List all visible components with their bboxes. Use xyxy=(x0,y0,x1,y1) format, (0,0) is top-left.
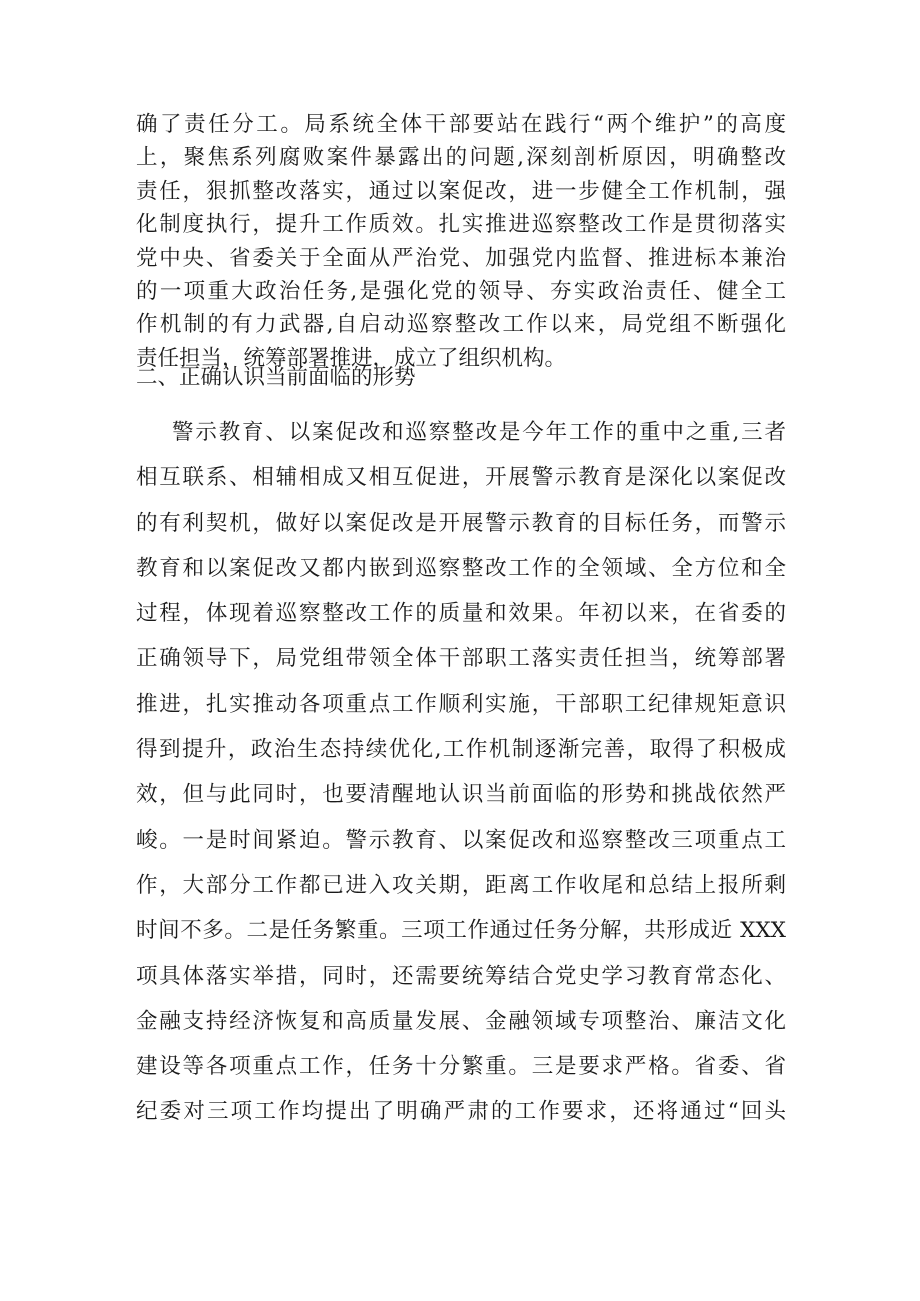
text-line: 责任担当，统筹部署推进，成立了组织机构。 xyxy=(136,345,567,371)
text-line: 相互联系、相辅相成又相互促进，开展警示教育是深化以案促改 xyxy=(136,465,786,491)
text-line: 纪委对三项工作均提出了明确严肃的工作要求，还将通过“回头 xyxy=(136,1099,786,1125)
text-line: 警示教育、以案促改和巡察整改是今年工作的重中之重,三者 xyxy=(172,420,786,445)
text-line: 的一项重大政治任务,是强化党的领导、夯实政治责任、健全工 xyxy=(136,278,786,304)
text-line: 推进，扎实推动各项重点工作顺利实施，干部职工纪律规矩意识 xyxy=(136,691,786,717)
text-line: 作机制的有力武器,自启动巡察整改工作以来，局党组不断强化 xyxy=(136,312,786,338)
text-line: 时间不多。二是任务繁重。三项工作通过任务分解，共形成近 XXX xyxy=(136,918,786,944)
text-line: 得到提升，政治生态持续优化,工作机制逐渐完善，取得了积极成 xyxy=(136,737,786,763)
text-line: 责任，狠抓整改落实，通过以案促改，进一步健全工作机制，强 xyxy=(136,178,786,204)
text-line: 化制度执行，提升工作质效。扎实推进巡察整改工作是贯彻落实 xyxy=(136,212,786,238)
text-line: 金融支持经济恢复和高质量发展、金融领域专项整治、廉洁文化 xyxy=(136,1008,786,1034)
text-line: 党中央、省委关于全面从严治党、加强党内监督、推进标本兼治 xyxy=(136,245,786,271)
paragraph-continued xyxy=(136,108,786,375)
text-line: 的有利契机，做好以案促改是开展警示教育的目标任务，而警示 xyxy=(136,510,786,536)
text-line: 确了责任分工。局系统全体干部要站在践行“两个维护”的高度 xyxy=(136,112,786,137)
text-line: 上，聚焦系列腐败案件暴露出的问题,深刻剖析原因，明确整改 xyxy=(136,145,786,171)
section-heading: 二、正确认识当前面临的形势 xyxy=(136,365,416,390)
text-line: 项具体落实举措，同时，还需要统筹结合党史学习教育常态化、 xyxy=(136,963,786,989)
text-line: 效，但与此同时，也要清醒地认识当前面临的形势和挑战依然严 xyxy=(136,782,786,808)
text-line: 峻。一是时间紧迫。警示教育、以案促改和巡察整改三项重点工 xyxy=(136,827,786,853)
text-line: 过程，体现着巡察整改工作的质量和效果。年初以来，在省委的 xyxy=(136,601,786,627)
text-line: 正确领导下，局党组带领全体干部职工落实责任担当，统筹部署 xyxy=(136,646,786,672)
paragraph-situation xyxy=(136,410,786,1135)
text-line: 教育和以案促改又都内嵌到巡察整改工作的全领域、全方位和全 xyxy=(136,555,786,581)
text-line: 作，大部分工作都已进入攻关期，距离工作收尾和总结上报所剩 xyxy=(136,872,786,898)
text-line: 建设等各项重点工作，任务十分繁重。三是要求严格。省委、省 xyxy=(136,1054,786,1080)
